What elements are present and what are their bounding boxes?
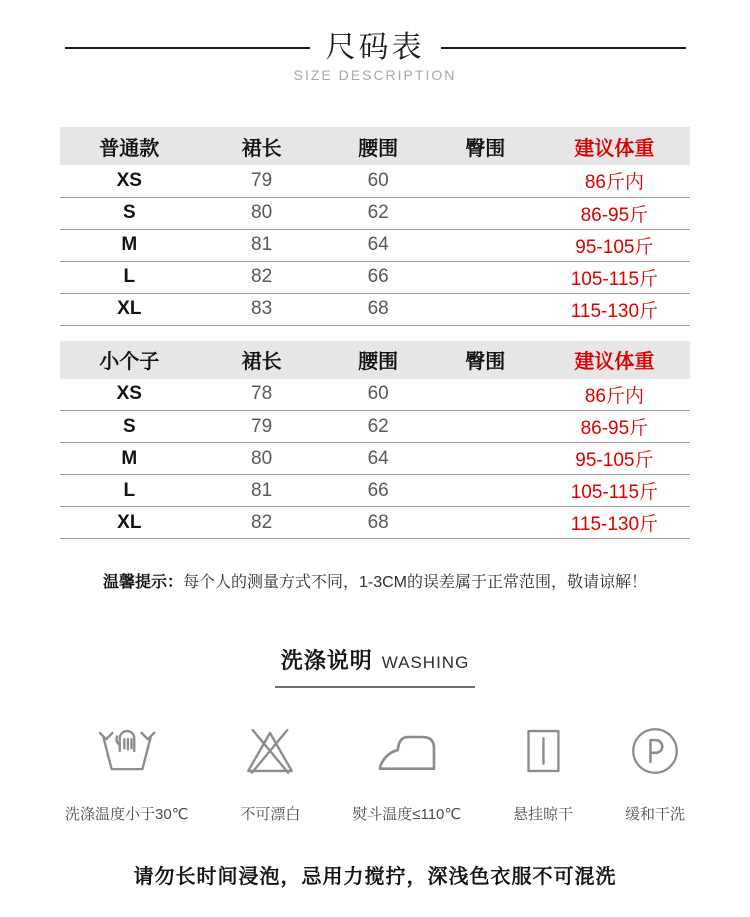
washing-section-title — [0, 644, 750, 688]
hip-cell — [432, 261, 539, 293]
size-cell: M — [60, 443, 199, 475]
skirt-length-cell: 82 — [199, 261, 325, 293]
care-icon-item — [240, 720, 300, 824]
washing-title-underline — [275, 644, 476, 688]
title-line-left — [65, 47, 310, 49]
size-cell: XL — [60, 293, 199, 325]
skirt-length-cell: 80 — [199, 443, 325, 475]
table-header-row — [60, 127, 690, 165]
measurement-tip — [0, 569, 750, 592]
size-table-petite — [60, 341, 690, 540]
weight-cell: 105-115斤 — [539, 261, 690, 293]
table-row — [60, 197, 690, 229]
size-cell: L — [60, 261, 199, 293]
care-icon-label: 悬挂晾干 — [513, 806, 574, 823]
hip-cell — [432, 197, 539, 229]
table-row — [60, 475, 690, 507]
size-cell: M — [60, 229, 199, 261]
hip-cell — [432, 411, 539, 443]
skirt-length-cell: 79 — [199, 165, 325, 197]
header-cell-suggested-weight: 建议体重 — [539, 341, 690, 379]
hand-wash-icon — [98, 720, 156, 778]
table-row — [60, 293, 690, 325]
table-row — [60, 165, 690, 197]
weight-cell: 95-105斤 — [539, 443, 690, 475]
hang-dry-icon — [514, 720, 572, 778]
waist-cell: 60 — [325, 379, 432, 411]
size-cell: S — [60, 197, 199, 229]
table-row — [60, 261, 690, 293]
size-cell: S — [60, 411, 199, 443]
hip-cell — [432, 475, 539, 507]
care-icon-item — [625, 720, 685, 824]
table-header-row — [60, 341, 690, 379]
hip-cell — [432, 443, 539, 475]
waist-cell: 66 — [325, 261, 432, 293]
weight-cell: 95-105斤 — [539, 229, 690, 261]
header-cell-waist: 腰围 — [325, 341, 432, 379]
hip-cell — [432, 229, 539, 261]
care-icon-item — [513, 720, 573, 824]
care-icon-label: 缓和干洗 — [624, 806, 685, 823]
iron-low-temp-icon — [376, 720, 438, 778]
header-cell-suggested-weight: 建议体重 — [539, 127, 690, 165]
weight-cell: 115-130斤 — [539, 293, 690, 325]
skirt-length-cell: 82 — [199, 507, 325, 539]
waist-cell: 64 — [325, 443, 432, 475]
header-cell-style: 小个子 — [60, 341, 199, 379]
weight-cell: 86斤内 — [539, 379, 690, 411]
waist-cell: 68 — [325, 507, 432, 539]
hip-cell — [432, 379, 539, 411]
waist-cell: 62 — [325, 197, 432, 229]
waist-cell: 62 — [325, 411, 432, 443]
skirt-length-cell: 80 — [199, 197, 325, 229]
table-row — [60, 443, 690, 475]
care-icon-label: 不可漂白 — [240, 806, 301, 823]
skirt-length-cell: 79 — [199, 411, 325, 443]
table-row — [60, 229, 690, 261]
header-cell-style: 普通款 — [60, 127, 199, 165]
weight-cell: 86斤内 — [539, 165, 690, 197]
tip-label: 温馨提示： — [102, 574, 183, 591]
size-cell: XS — [60, 379, 199, 411]
waist-cell: 64 — [325, 229, 432, 261]
skirt-length-cell: 81 — [199, 475, 325, 507]
page-subtitle: SIZE DESCRIPTION — [293, 67, 457, 83]
header-cell-hip: 臀围 — [432, 341, 539, 379]
hip-cell — [432, 293, 539, 325]
size-cell: XS — [60, 165, 199, 197]
table-row — [60, 379, 690, 411]
table-row — [60, 507, 690, 539]
skirt-length-cell: 83 — [199, 293, 325, 325]
header-cell-hip: 臀围 — [432, 127, 539, 165]
care-icon-item — [65, 720, 189, 824]
washing-note: 请勿长时间浸泡，忌用力搅拧，深浅色衣服不可混洗 — [133, 866, 617, 888]
skirt-length-cell: 78 — [199, 379, 325, 411]
weight-cell: 105-115斤 — [539, 475, 690, 507]
title-line-right — [441, 47, 686, 49]
care-icon-item — [352, 720, 461, 824]
size-table-regular — [60, 127, 690, 326]
hip-cell — [432, 165, 539, 197]
weight-cell: 86-95斤 — [539, 197, 690, 229]
weight-cell: 86-95斤 — [539, 411, 690, 443]
skirt-length-cell: 81 — [199, 229, 325, 261]
section-title-row — [0, 32, 750, 64]
weight-cell: 115-130斤 — [539, 507, 690, 539]
hip-cell — [432, 507, 539, 539]
waist-cell: 66 — [325, 475, 432, 507]
size-cell: XL — [60, 507, 199, 539]
waist-cell: 60 — [325, 165, 432, 197]
header-cell-waist: 腰围 — [325, 127, 432, 165]
no-bleach-icon — [241, 720, 299, 778]
care-icons-row — [65, 720, 685, 824]
care-icon-label: 洗涤温度小于30℃ — [65, 806, 189, 823]
page-title: 尺码表 — [325, 31, 425, 64]
header-cell-skirt-length: 裙长 — [199, 127, 325, 165]
table-row — [60, 411, 690, 443]
size-cell: L — [60, 475, 199, 507]
waist-cell: 68 — [325, 293, 432, 325]
header-cell-skirt-length: 裙长 — [199, 341, 325, 379]
care-icon-label: 熨斗温度≤110℃ — [352, 806, 462, 823]
gentle-dry-clean-icon — [626, 720, 684, 778]
washing-title-en: WASHING — [381, 653, 470, 672]
washing-title-cn: 洗涤说明 — [280, 648, 373, 673]
tip-text: 每个人的测量方式不同，1-3CM的误差属于正常范围，敬请谅解！ — [183, 574, 648, 591]
